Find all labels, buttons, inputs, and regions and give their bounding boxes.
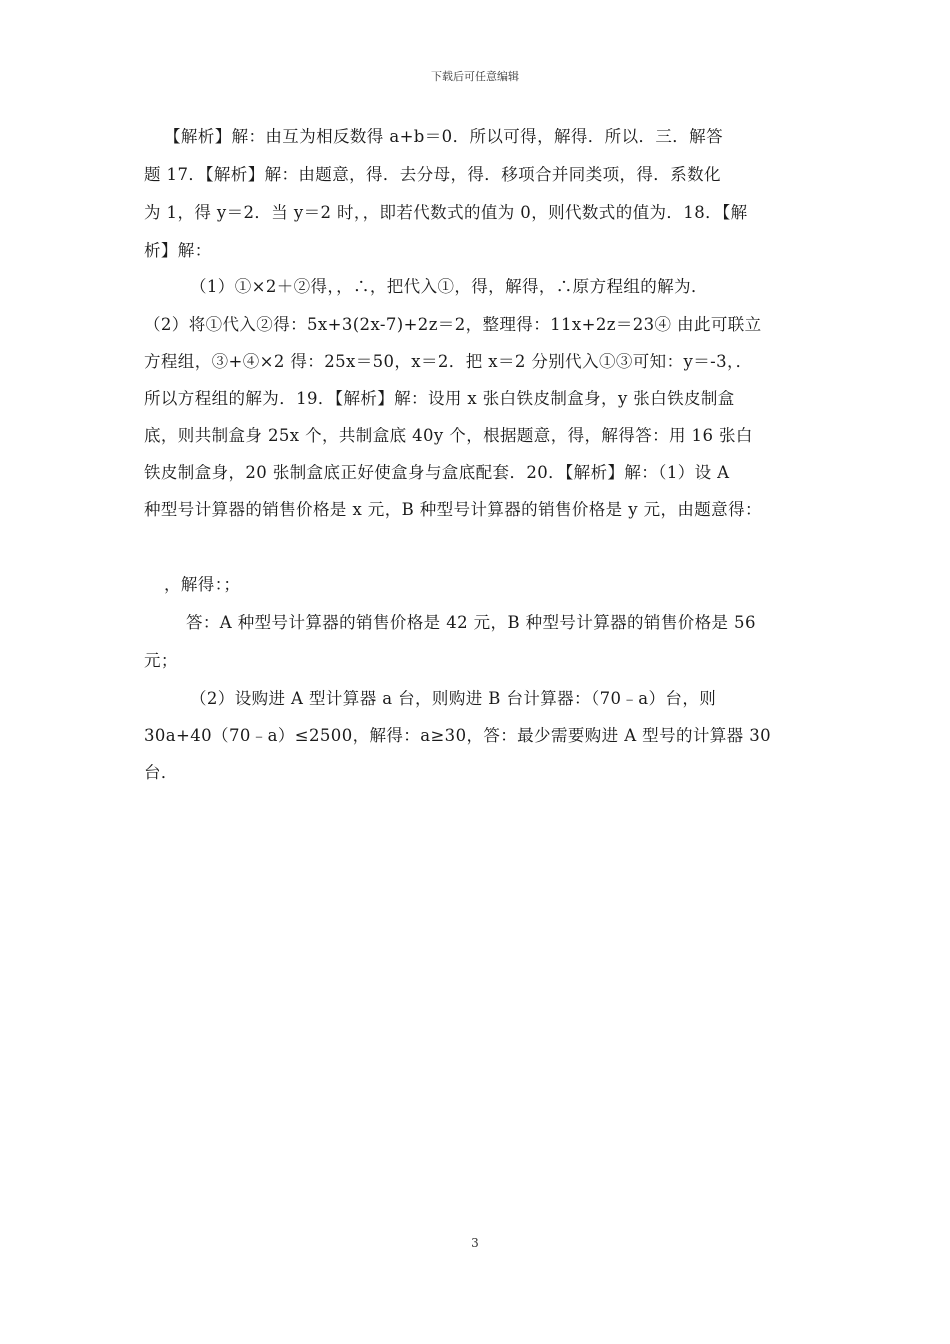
text-line: ，解得：； (164, 575, 241, 594)
text-line: （1）①×2＋②得，，∴，把代入①，得，解得，∴原方程组的解为． (190, 277, 708, 296)
text-line: 元； (144, 651, 178, 670)
text-line: （2）将①代入②得：5x+3(2x-7)+2z＝2，整理得：11x+2z＝23④ 由此可联立 (144, 315, 762, 334)
text-line: 答：A 种型号计算器的销售价格是 42 元，B 种型号计算器的销售价格是 56 (186, 613, 756, 632)
text-line: （2）设购进 A 型计算器 a 台，则购进 B 台计算器：（70﹣a）台，则 (190, 689, 717, 708)
text-line: 析】解： (144, 241, 212, 260)
text-line: 底，则共制盒身 25x 个，共制盒底 40y 个，根据题意，得，解得答：用 16 张白 (144, 426, 753, 445)
text-line: 铁皮制盒身，20 张制盒底正好使盒身与盒底配套．20．【解析】解：（1）设 A (144, 463, 730, 482)
text-line: 种型号计算器的销售价格是 x 元，B 种型号计算器的销售价格是 y 元，由题意得： (144, 500, 762, 519)
text-line: 【解析】解：由互为相反数得 a+b＝0．所以可得，解得．所以．三．解答 (164, 127, 723, 146)
text-line: 方程组，③+④×2 得：25x＝50，x＝2．把 x＝2 分别代入①③可知：y＝-3，． (144, 352, 753, 371)
text-line: 为 1，得 y＝2．当 y＝2 时，，即若代数式的值为 0，则代数式的值为．18．【解 (144, 203, 748, 222)
page-number: 3 (471, 1236, 479, 1250)
text-line: 所以方程组的解为．19．【解析】解：设用 x 张白铁皮制盒身，y 张白铁皮制盒 (144, 389, 735, 408)
page-header: 下载后可任意编辑 (431, 70, 519, 83)
text-line: 30a+40（70﹣a）≤2500，解得：a≥30，答：最少需要购进 A 型号的计算器 30 (144, 726, 772, 745)
text-line: 台． (144, 763, 178, 782)
text-line: 题 17．【解析】解：由题意，得．去分母，得．移项合并同类项，得．系数化 (144, 165, 721, 184)
